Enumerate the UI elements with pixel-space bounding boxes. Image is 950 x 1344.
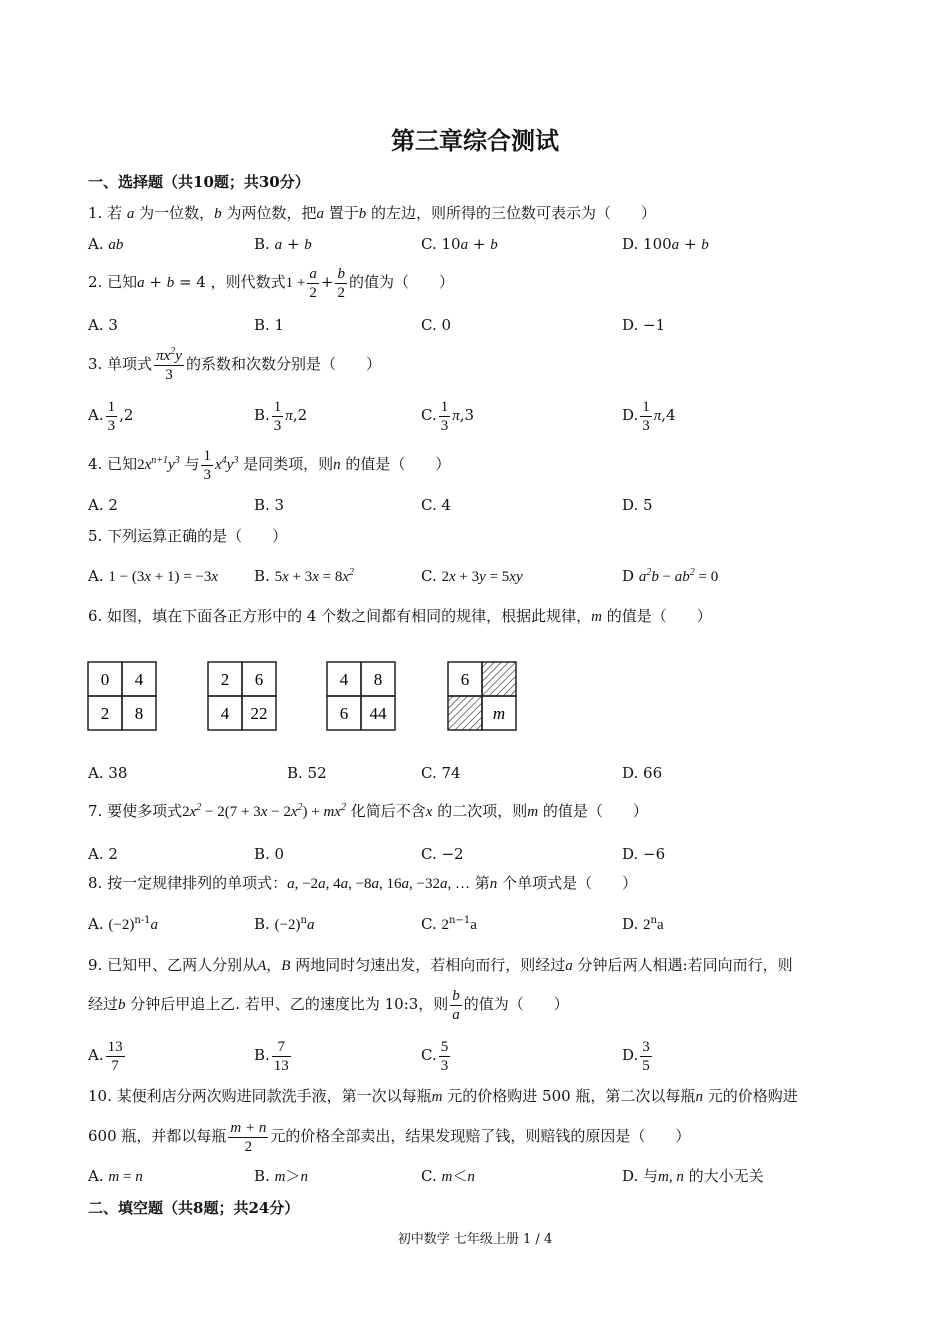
question-7-option-b[interactable]: B. 0 bbox=[254, 845, 285, 863]
question-3-option-d[interactable]: D. $\frac{1}{3}$ π,4 bbox=[622, 398, 676, 434]
question-2-option-d[interactable]: D. −1 bbox=[622, 316, 666, 334]
question-3-option-b[interactable]: B. $\frac{1}{3}$ π,2 bbox=[254, 398, 308, 434]
question-5-option-b[interactable]: B. $5x + 3x = 8x^2$ bbox=[254, 567, 355, 585]
page-title: 第三章综合测试 bbox=[391, 126, 559, 155]
question-8-option-a[interactable]: A. $(-2)^{n-1}a$ bbox=[88, 915, 159, 933]
section-heading-fill-in: 二、填空题（共8题；共24分） bbox=[88, 1199, 300, 1217]
question-5-option-d[interactable]: D $a^2b - ab^2 = 0$ bbox=[622, 567, 719, 585]
question-1-stem: 1. 若 a 为一位数，b 为两位数，把a 置于b 的左边，则所得的三位数可表示为（ ） bbox=[88, 204, 657, 222]
question-3-option-a[interactable]: A. $\frac{1}{3}$ ,2 bbox=[88, 398, 134, 434]
square-number: 22 bbox=[250, 704, 268, 723]
number-square-2 bbox=[208, 662, 276, 730]
question-6-option-b[interactable]: B. 52 bbox=[287, 764, 327, 782]
question-7-stem: 7. 要使多项式$2x^2 - 2(7 + 3x - 2x^2) + mx^2$ 化简后不含x 的二次项，则m 的值是（ ） bbox=[88, 802, 648, 820]
square-number: 8 bbox=[134, 704, 144, 723]
question-4-option-a[interactable]: A. 2 bbox=[88, 496, 118, 514]
number-square-4 bbox=[448, 662, 516, 730]
question-4-option-c[interactable]: C. 4 bbox=[421, 496, 452, 514]
question-10-option-b[interactable]: B. m＞n bbox=[254, 1167, 308, 1185]
question-7-option-a[interactable]: A. 2 bbox=[88, 845, 118, 863]
square-number: 2 bbox=[220, 670, 230, 689]
question-6-option-d[interactable]: D. 66 bbox=[622, 764, 663, 782]
question-6-option-c[interactable]: C. 74 bbox=[421, 764, 461, 782]
question-6-stem: 6. 如图，填在下面各正方形中的 4 个数之间都有相同的规律，根据此规律，m 的值是（ ） bbox=[88, 607, 712, 625]
question-2-option-b[interactable]: B. 1 bbox=[254, 316, 285, 334]
question-5-option-a[interactable]: A. 1 − (3x + 1) = −3x bbox=[88, 567, 219, 585]
question-8-option-d[interactable]: D. 2$^n$a bbox=[622, 915, 664, 933]
question-10-stem-line-1: 10. 某便利店分两次购进同款洗手液，第一次以每瓶m 元的价格购进 500 瓶，第二次以每瓶n 元的价格购进 bbox=[88, 1087, 798, 1105]
page-footer: 初中数学 七年级上册 1 / 4 bbox=[397, 1232, 553, 1247]
question-5-stem: 5. 下列运算正确的是（ ） bbox=[88, 527, 288, 545]
square-cell bbox=[482, 662, 516, 696]
question-7-option-c[interactable]: C. −2 bbox=[421, 845, 464, 863]
question-9-option-c[interactable]: C. $\frac{5}{3}$ bbox=[421, 1038, 449, 1074]
square-number: 6 bbox=[460, 670, 470, 689]
question-8-option-c[interactable]: C. $2^{n-1}a$ bbox=[421, 915, 477, 933]
question-9-stem-line-2: 经过b 分钟后甲追上乙. 若甲、乙的速度比为 10:3，则 $\frac{b}{a}$ 的值为（ ） bbox=[88, 987, 569, 1023]
section-heading-choice: 一、选择题（共10题；共30分） bbox=[88, 173, 310, 191]
number-square-3 bbox=[327, 662, 395, 730]
question-9-option-b[interactable]: B. $\frac{7}{13}$ bbox=[254, 1038, 289, 1074]
square-number: m bbox=[492, 704, 506, 723]
question-2-stem: 2. 已知a + b = 4 ，则代数式1 + $\frac{a}{2}$ + $\frac{b}{2}$ 的值为（ ） bbox=[88, 265, 454, 301]
question-8-option-b[interactable]: B. $(-2)^na$ bbox=[254, 915, 315, 933]
square-number: 4 bbox=[339, 670, 349, 689]
square-number: 6 bbox=[339, 704, 349, 723]
question-2-option-c[interactable]: C. 0 bbox=[421, 316, 452, 334]
question-1-option-d[interactable]: D. 100a + b bbox=[622, 235, 709, 253]
question-1-option-a[interactable]: A. ab bbox=[88, 235, 124, 253]
question-10-option-d[interactable]: D. 与m, n 的大小无关 bbox=[622, 1167, 764, 1185]
question-4-stem: 4. 已知$2x^{n+1}y^3$ 与 $\frac{1}{3}$ $x^4y^3$ 是同类项，则n 的值是（ ） bbox=[88, 447, 451, 483]
question-9-stem-line-1: 9. 已知甲、乙两人分别从A，B 两地同时匀速出发，若相向而行，则经过a 分钟后两人相遇:若同向而行，则 bbox=[88, 956, 793, 974]
number-square-1 bbox=[88, 662, 156, 730]
question-3-option-c[interactable]: C. $\frac{1}{3}$ π,3 bbox=[421, 398, 475, 434]
square-number: 0 bbox=[100, 670, 110, 689]
square-number: 4 bbox=[220, 704, 230, 723]
question-7-option-d[interactable]: D. −6 bbox=[622, 845, 666, 863]
square-number: 6 bbox=[254, 670, 264, 689]
question-9-option-d[interactable]: D. $\frac{3}{5}$ bbox=[622, 1038, 650, 1074]
question-10-option-c[interactable]: C. m＜n bbox=[421, 1167, 475, 1185]
square-cell bbox=[448, 696, 482, 730]
square-number: 4 bbox=[134, 670, 144, 689]
question-6-option-a[interactable]: A. 38 bbox=[88, 764, 128, 782]
question-9-option-a[interactable]: A. $\frac{13}{7}$ bbox=[88, 1038, 123, 1074]
question-3-stem: 3. 单项式 $\frac{\pi x^2y}{3}$ 的系数和次数分别是（ ） bbox=[88, 345, 381, 383]
question-10-option-a[interactable]: A. m = n bbox=[88, 1167, 143, 1185]
question-5-option-c[interactable]: C. 2x + 3y = 5xy bbox=[421, 567, 523, 585]
square-number: 8 bbox=[373, 670, 383, 689]
question-4-option-d[interactable]: D. 5 bbox=[622, 496, 653, 514]
question-8-stem: 8. 按一定规律排列的单项式：a, −2a, 4a, −8a, 16a, −32a, … 第n 个单项式是（ ） bbox=[88, 874, 638, 892]
question-1-option-c[interactable]: C. 10a + b bbox=[421, 235, 498, 253]
question-4-option-b[interactable]: B. 3 bbox=[254, 496, 285, 514]
question-10-stem-line-2: 600 瓶，并都以每瓶 $\frac{m + n}{2}$ 元的价格全部卖出，结果发现赔了钱，则赔钱的原因是（ ） bbox=[88, 1119, 691, 1155]
square-number: 44 bbox=[369, 704, 387, 723]
question-2-option-a[interactable]: A. 3 bbox=[88, 316, 118, 334]
square-number: 2 bbox=[100, 704, 110, 723]
question-1-option-b[interactable]: B. a + b bbox=[254, 235, 312, 253]
number-squares-figure bbox=[86, 660, 526, 736]
